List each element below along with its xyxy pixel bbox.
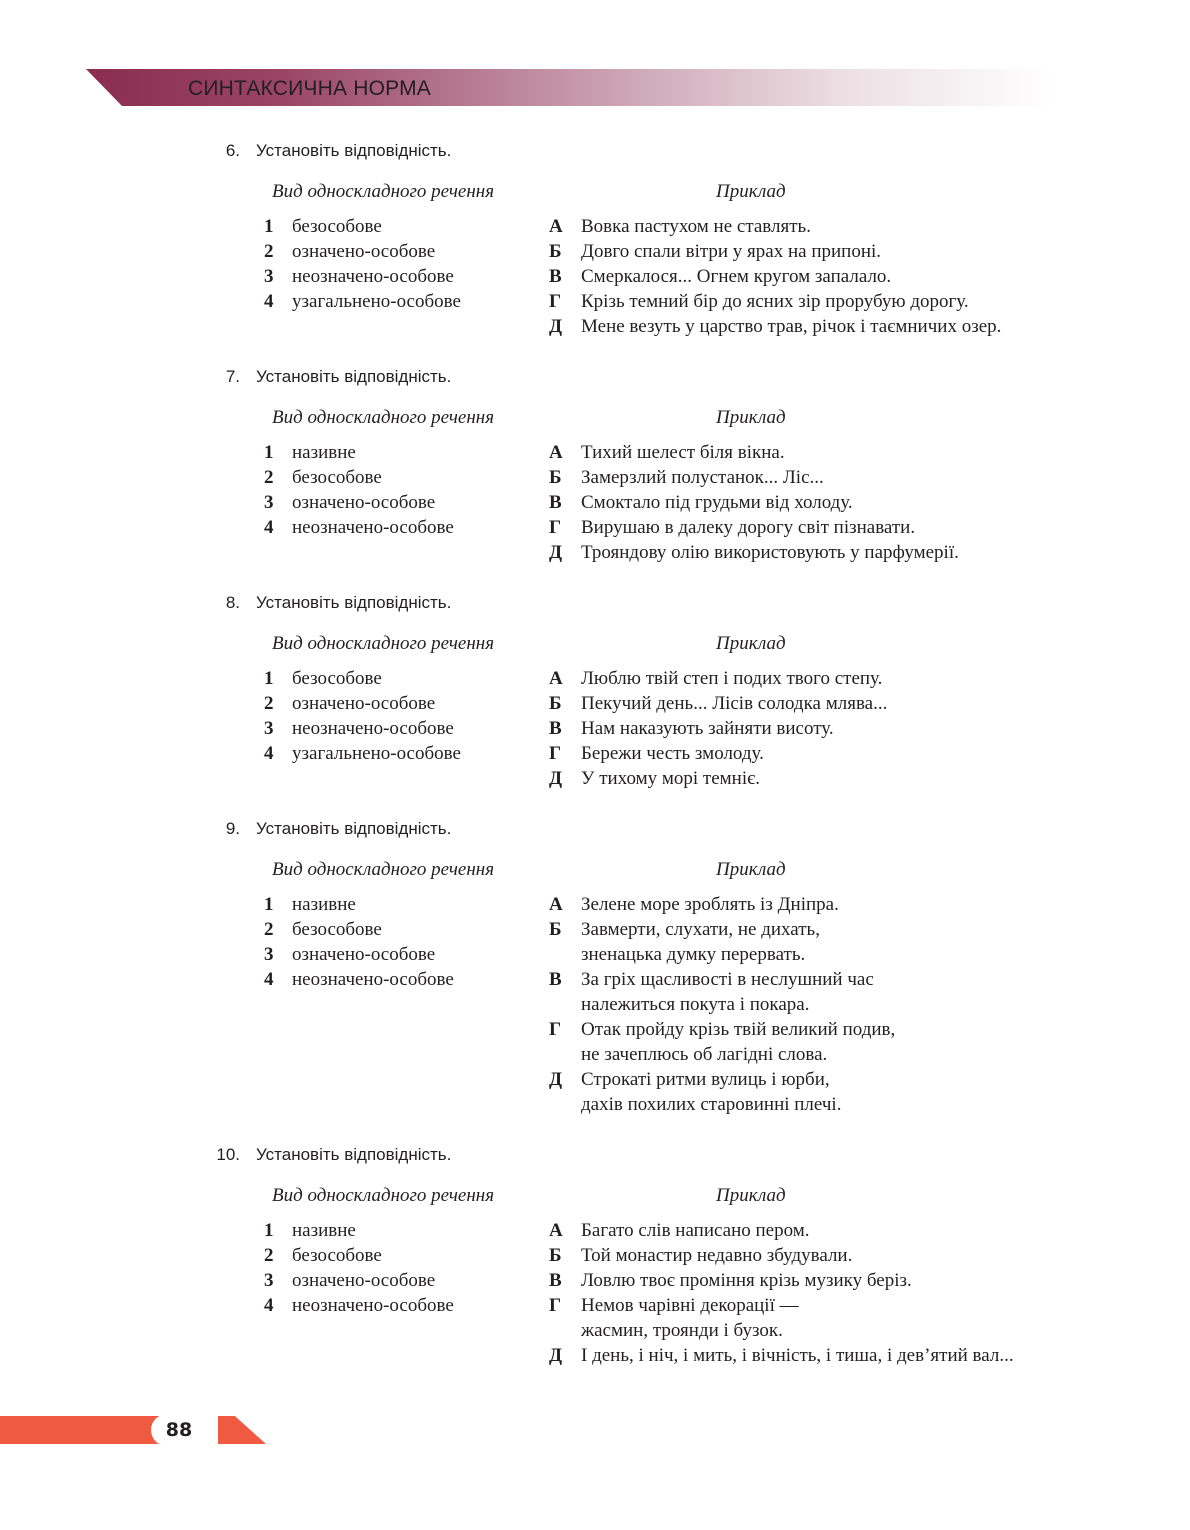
task-heading — [0, 140, 480, 162]
item-number: 4 — [264, 743, 274, 764]
task-heading — [0, 818, 480, 840]
column-header-type: Вид односкладного речення — [272, 407, 495, 428]
item-number: 1 — [264, 442, 274, 463]
example-line: Строкаті ритми вулиць і юрби, — [581, 1069, 830, 1090]
example-item — [548, 716, 887, 741]
item-letter: Д — [549, 1069, 563, 1090]
sentence-type-item — [262, 490, 454, 515]
page-number: 88 — [165, 1419, 193, 1441]
sentence-type-item — [262, 440, 454, 465]
item-text: безособове — [292, 216, 382, 237]
example-line: За гріх щасливості в неслушний час — [581, 969, 874, 990]
item-text: узагальнено-особове — [292, 743, 461, 764]
footer-page-bar — [0, 1416, 170, 1444]
item-number: 2 — [264, 919, 274, 940]
column-header-example: Приклад — [716, 1185, 786, 1206]
column-header-type: Вид односкладного речення — [272, 181, 495, 202]
example-line: Смеркалося... Огнем кругом запалало. — [581, 266, 892, 287]
item-text: безособове — [292, 1245, 382, 1266]
example-line: Тихий шелест біля вікна. — [581, 442, 785, 463]
column-header-type: Вид односкладного речення — [272, 859, 495, 880]
column-header-type: Вид односкладного речення — [272, 1185, 495, 1206]
example-item — [548, 440, 959, 465]
example-item — [548, 214, 1001, 239]
example-line: жасмин, троянди і бузок. — [581, 1320, 783, 1341]
item-letter: В — [549, 492, 562, 513]
item-letter: Б — [549, 693, 562, 714]
example-line: дахів похилих старовинні плечі. — [581, 1094, 842, 1115]
sentence-type-item — [262, 716, 461, 741]
item-number: 4 — [264, 1295, 274, 1316]
example-line: Довго спали вітри у ярах на припоні. — [581, 241, 882, 262]
item-text: неозначено-особове — [292, 517, 454, 538]
task-number: 6. — [225, 141, 240, 160]
sentence-type-item — [262, 264, 461, 289]
sentence-type-list — [262, 440, 454, 540]
item-text: безособове — [292, 668, 382, 689]
item-letter: А — [549, 216, 563, 237]
sentence-type-list — [262, 1218, 454, 1318]
item-letter: Г — [549, 1019, 562, 1040]
item-text: неозначено-особове — [292, 969, 454, 990]
sentence-type-item — [262, 1293, 454, 1318]
item-letter: Г — [549, 743, 562, 764]
item-letter: А — [549, 668, 563, 689]
item-letter: Б — [549, 919, 562, 940]
example-line: Вирушаю в далеку дорогу світ пізнавати. — [581, 517, 916, 538]
column-header-example: Приклад — [716, 407, 786, 428]
example-line: Крізь темний бір до ясних зір прорубую дорогу. — [581, 291, 969, 312]
example-item — [548, 766, 887, 791]
example-line: У тихому морі темніє. — [581, 768, 761, 789]
example-line: Завмерти, слухати, не дихать, — [581, 919, 820, 940]
item-letter: В — [549, 1270, 562, 1291]
example-item — [548, 465, 959, 490]
example-line: Бережи честь змолоду. — [581, 743, 764, 764]
sentence-type-item — [262, 892, 454, 917]
example-item — [548, 1218, 1014, 1243]
sentence-type-item — [262, 666, 461, 691]
item-number: 1 — [264, 1220, 274, 1241]
example-item — [548, 239, 1001, 264]
example-line: належиться покута і покара. — [581, 994, 810, 1015]
sentence-type-item — [262, 691, 461, 716]
task-number: 8. — [225, 593, 240, 612]
item-letter: Г — [549, 1295, 562, 1316]
example-line: Люблю твій степ і подих твого степу. — [581, 668, 883, 689]
chapter-title: СИНТАКСИЧНА НОРМА — [188, 77, 431, 100]
example-line: зненацька думку перервать. — [581, 944, 806, 965]
task-instruction: Установіть відповідність. — [256, 819, 452, 838]
example-item — [548, 741, 887, 766]
task-instruction: Установіть відповідність. — [256, 141, 452, 160]
item-number: 4 — [264, 517, 274, 538]
item-letter: Д — [549, 542, 563, 563]
item-text: означено-особове — [292, 241, 436, 262]
item-text: називне — [292, 894, 356, 915]
item-text: безособове — [292, 919, 382, 940]
example-item — [548, 289, 1001, 314]
item-number: 3 — [264, 718, 274, 739]
item-number: 2 — [264, 241, 274, 262]
item-number: 1 — [264, 668, 274, 689]
example-item — [548, 314, 1001, 339]
example-item — [548, 1067, 895, 1117]
task-heading — [0, 366, 480, 388]
example-line: Немов чарівні декорації — — [581, 1295, 799, 1316]
item-number: 1 — [264, 894, 274, 915]
sentence-type-item — [262, 1218, 454, 1243]
item-number: 3 — [264, 492, 274, 513]
example-item — [548, 1017, 895, 1067]
sentence-type-item — [262, 741, 461, 766]
example-line: Той монастир недавно збудували. — [581, 1245, 853, 1266]
example-list — [548, 1218, 1014, 1368]
example-list — [548, 666, 887, 791]
item-letter: Б — [549, 467, 562, 488]
task-heading — [0, 592, 480, 614]
task-number: 10. — [216, 1145, 240, 1164]
sentence-type-item — [262, 942, 454, 967]
example-line: Трояндову олію використовують у парфумерії. — [581, 542, 959, 563]
item-text: означено-особове — [292, 944, 436, 965]
item-text: узагальнено-особове — [292, 291, 461, 312]
example-line: Отак пройду крізь твій великий подив, — [581, 1019, 896, 1040]
item-number: 2 — [264, 1245, 274, 1266]
example-item — [548, 666, 887, 691]
item-number: 2 — [264, 693, 274, 714]
column-header-example: Приклад — [716, 859, 786, 880]
item-text: означено-особове — [292, 492, 436, 513]
item-letter: В — [549, 266, 562, 287]
item-text: неозначено-особове — [292, 718, 454, 739]
item-number: 2 — [264, 467, 274, 488]
example-line: Замерзлий полустанок... Ліс... — [581, 467, 824, 488]
example-line: Нам наказують зайняти висоту. — [581, 718, 834, 739]
item-text: означено-особове — [292, 693, 436, 714]
item-letter: А — [549, 894, 563, 915]
item-number: 3 — [264, 266, 274, 287]
task-number: 9. — [225, 819, 240, 838]
column-header-example: Приклад — [716, 181, 786, 202]
item-letter: Г — [549, 517, 562, 538]
column-header-type: Вид односкладного речення — [272, 633, 495, 654]
example-item — [548, 540, 959, 565]
example-item — [548, 691, 887, 716]
sentence-type-item — [262, 917, 454, 942]
sentence-type-list — [262, 214, 461, 314]
item-text: називне — [292, 442, 356, 463]
sentence-type-item — [262, 1268, 454, 1293]
item-text: безособове — [292, 467, 382, 488]
sentence-type-item — [262, 289, 461, 314]
example-list — [548, 892, 895, 1117]
example-line: Ловлю твоє проміння крізь музику беріз. — [581, 1270, 912, 1291]
example-item — [548, 515, 959, 540]
example-list — [548, 440, 959, 565]
item-text: означено-особове — [292, 1270, 436, 1291]
example-item — [548, 892, 895, 917]
footer-arrow-shape — [218, 1416, 266, 1444]
sentence-type-item — [262, 214, 461, 239]
item-text: неозначено-особове — [292, 266, 454, 287]
sentence-type-list — [262, 666, 461, 766]
item-letter: Д — [549, 1345, 563, 1366]
example-line: Пекучий день... Лісів солодка млява... — [581, 693, 888, 714]
example-line: Зелене море зроблять із Дніпра. — [581, 894, 839, 915]
example-line: Вовка пастухом не ставлять. — [581, 216, 811, 237]
sentence-type-item — [262, 239, 461, 264]
example-list — [548, 214, 1001, 339]
example-item — [548, 1343, 1014, 1368]
example-line: І день, і ніч, і мить, і вічність, і тиша, і дев’ятий вал... — [581, 1345, 1014, 1366]
example-line: Багато слів написано пером. — [581, 1220, 810, 1241]
example-item — [548, 1268, 1014, 1293]
item-letter: В — [549, 718, 562, 739]
example-line: Смоктало під грудьми від холоду. — [581, 492, 853, 513]
item-number: 4 — [264, 969, 274, 990]
example-item — [548, 264, 1001, 289]
item-text: неозначено-особове — [292, 1295, 454, 1316]
item-letter: В — [549, 969, 562, 990]
example-item — [548, 1293, 1014, 1343]
sentence-type-item — [262, 465, 454, 490]
item-number: 1 — [264, 216, 274, 237]
item-number: 3 — [264, 944, 274, 965]
item-letter: Б — [549, 241, 562, 262]
task-instruction: Установіть відповідність. — [256, 593, 452, 612]
item-letter: Б — [549, 1245, 562, 1266]
sentence-type-item — [262, 1243, 454, 1268]
sentence-type-item — [262, 515, 454, 540]
item-letter: А — [549, 1220, 563, 1241]
item-letter: Д — [549, 768, 563, 789]
item-number: 4 — [264, 291, 274, 312]
task-instruction: Установіть відповідність. — [256, 1145, 452, 1164]
item-letter: Г — [549, 291, 562, 312]
example-item — [548, 967, 895, 1017]
item-text: називне — [292, 1220, 356, 1241]
item-letter: Д — [549, 316, 563, 337]
task-instruction: Установіть відповідність. — [256, 367, 452, 386]
example-item — [548, 490, 959, 515]
sentence-type-item — [262, 967, 454, 992]
item-number: 3 — [264, 1270, 274, 1291]
example-line: не зачеплюсь об лагідні слова. — [581, 1044, 828, 1065]
item-letter: А — [549, 442, 563, 463]
example-item — [548, 917, 895, 967]
task-heading — [0, 1144, 480, 1166]
sentence-type-list — [262, 892, 454, 992]
task-number: 7. — [225, 367, 240, 386]
example-item — [548, 1243, 1014, 1268]
column-header-example: Приклад — [716, 633, 786, 654]
example-line: Мене везуть у царство трав, річок і таємничих озер. — [581, 316, 1002, 337]
